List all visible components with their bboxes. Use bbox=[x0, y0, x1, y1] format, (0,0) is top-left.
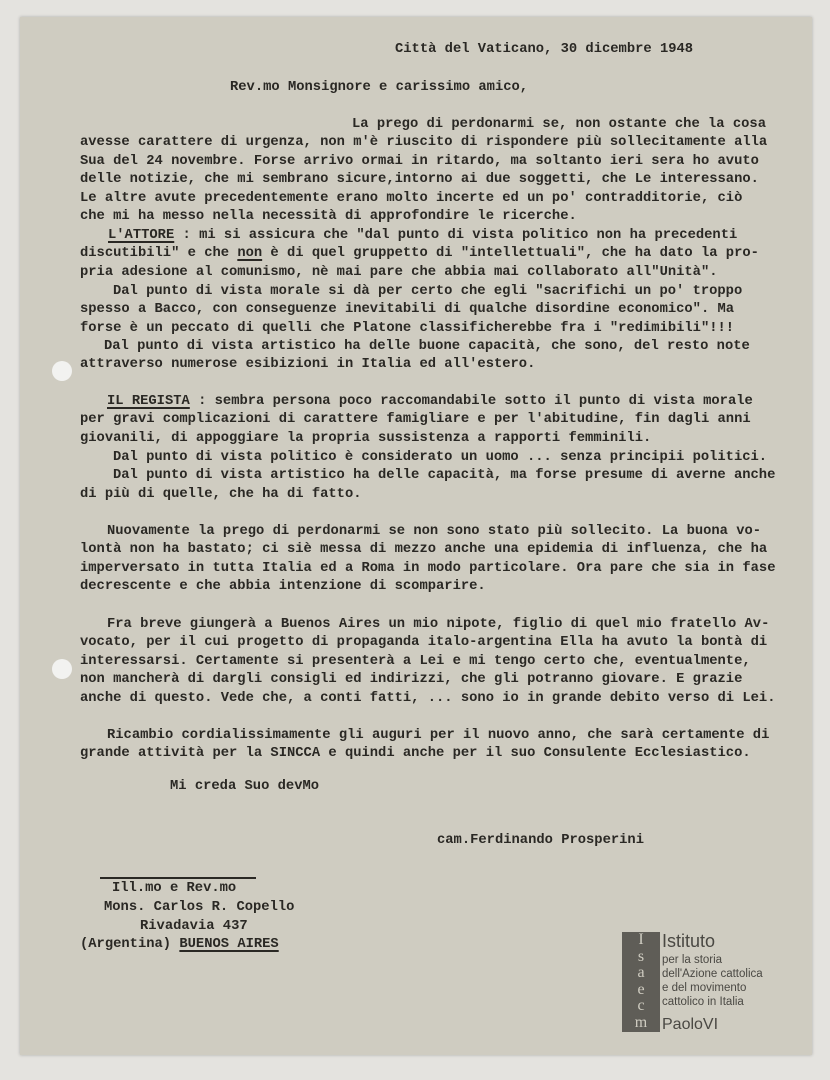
line-text: Mons. Carlos R. Copello bbox=[104, 900, 295, 915]
logo-subtitle: cattolico in Italia bbox=[662, 996, 744, 1008]
text-line bbox=[80, 356, 535, 374]
text-line bbox=[80, 560, 775, 578]
line-text: avesse carattere di urgenza, non m'è riuscito di rispondere più sollecitamente alla bbox=[80, 135, 768, 150]
underlined-text: BUENOS AIRES bbox=[179, 937, 279, 952]
line-text: vocato, per il cui progetto di propaganda italo-argentina Ella ha avuto la bontà di bbox=[80, 635, 768, 650]
text-line bbox=[112, 880, 236, 898]
line-text: Sua del 24 novembre. Forse arrivo ormai in ritardo, ma soltanto ieri sera ho avuto bbox=[80, 154, 759, 169]
punch-hole bbox=[52, 361, 72, 381]
line-text: Rivadavia 437 bbox=[140, 919, 248, 934]
line-text: è di quel gruppetto di "intellettuali", che ha dato la pro- bbox=[262, 246, 759, 261]
text-line bbox=[80, 690, 775, 708]
text-line bbox=[80, 190, 742, 208]
text-line bbox=[104, 899, 294, 917]
line-text: decrescente e che abbia intenzione di scomparire. bbox=[80, 579, 486, 594]
address-rule bbox=[100, 877, 256, 879]
line-text: Città del Vaticano, 30 dicembre 1948 bbox=[395, 42, 694, 57]
line-text: Dal punto di vista politico è considerato un uomo ... senza principii politici. bbox=[113, 450, 768, 465]
text-line bbox=[80, 578, 486, 596]
logo-subtitle: per la storia bbox=[662, 954, 723, 966]
line-text: interessarsi. Certamente si presenterà a Lei e mi tengo certo che, eventualmente, bbox=[80, 654, 751, 669]
logo-letter: e bbox=[637, 980, 645, 998]
line-text: imperversato in tutta Italia ed a Roma in modo particolare. Ora pare che sia in fase bbox=[80, 561, 776, 576]
line-text: Dal punto di vista morale si dà per certo che egli "sacrifichi un po' troppo bbox=[113, 284, 743, 299]
logo-letter: m bbox=[634, 1013, 648, 1031]
text-line bbox=[107, 393, 753, 411]
line-text: Fra breve giungerà a Buenos Aires un mio nipote, figlio di quel mio fratello Av- bbox=[107, 617, 770, 632]
text-line bbox=[80, 245, 759, 263]
line-text: cam.Ferdinando Prosperini bbox=[437, 833, 644, 848]
line-text: delle notizie, che mi sembrano sicure,intorno ai due soggetti, che Le interessano. bbox=[80, 172, 759, 187]
text-line bbox=[80, 634, 767, 652]
text-line bbox=[80, 411, 751, 429]
text-line bbox=[80, 171, 759, 189]
text-line bbox=[80, 745, 751, 763]
text-line bbox=[113, 283, 742, 301]
text-line bbox=[437, 832, 644, 850]
logo-letter: c bbox=[637, 997, 645, 1014]
line-text: di più di quelle, che ha di fatto. bbox=[80, 487, 362, 502]
line-text: Mi creda Suo devMo bbox=[170, 779, 320, 794]
underlined-text: IL REGISTA bbox=[107, 394, 190, 409]
logo-letter: s bbox=[637, 947, 645, 965]
line-text: Rev.mo Monsignore e carissimo amico, bbox=[230, 80, 529, 95]
text-line bbox=[107, 523, 761, 541]
text-line bbox=[80, 208, 577, 226]
line-text: forse è un peccato di quelli che Platone classificherebbe fra i "redimibili"!!! bbox=[80, 321, 735, 336]
logo-subtitle: e del movimento bbox=[662, 982, 747, 994]
line-text: anche di questo. Vede che, a conti fatti, ... sono io in grande debito verso di Lei. bbox=[80, 691, 776, 706]
line-text: attraverso numerose esibizioni in Italia ed all'estero. bbox=[80, 357, 536, 372]
line-text: Le altre avute precedentemente erano molto incerte ed un po' contradditorie, ciò bbox=[80, 191, 743, 206]
logo-subtitle: dell'Azione cattolica bbox=[662, 968, 763, 980]
line-text: giovanili, di appoggiare la propria sussistenza a rapporti femminili. bbox=[80, 431, 652, 446]
logo-letter: a bbox=[637, 964, 645, 981]
line-text: La prego di perdonarmi se, non ostante che la cosa bbox=[352, 117, 766, 132]
text-line bbox=[113, 467, 775, 485]
underlined-text: L'ATTORE bbox=[108, 228, 175, 243]
underlined-text: non bbox=[237, 246, 263, 261]
text-line bbox=[80, 671, 742, 689]
text-line bbox=[395, 41, 693, 59]
line-text: Ricambio cordialissimamente gli auguri per il nuovo anno, che sarà certamente di bbox=[107, 728, 770, 743]
line-text: : sembra persona poco raccomandabile sotto il punto di vista morale bbox=[189, 394, 753, 409]
line-text: spesso a Bacco, con conseguenze inevitabili di qualche disordine economico". Ma bbox=[80, 302, 735, 317]
line-text: discutibili" e che bbox=[80, 246, 238, 261]
line-text: grande attività per la SINCCA e quindi anche per il suo Consulente Ecclesiastico. bbox=[80, 746, 751, 761]
text-line bbox=[80, 541, 767, 559]
text-line bbox=[113, 449, 767, 467]
line-text: lontà non ha bastato; ci siè messa di mezzo anche una epidemia di influenza, che ha bbox=[80, 542, 768, 557]
text-line bbox=[80, 134, 767, 152]
text-line bbox=[80, 153, 759, 171]
text-line bbox=[230, 79, 528, 97]
logo-letter: I bbox=[638, 931, 644, 948]
text-line bbox=[170, 778, 319, 796]
line-text: che mi ha messo nella necessità di approfondire le ricerche. bbox=[80, 209, 577, 224]
text-line bbox=[80, 301, 734, 319]
line-text: per gravi complicazioni di carattere famigliare e per l'abitudine, fin dagli anni bbox=[80, 412, 751, 427]
punch-hole bbox=[52, 659, 72, 679]
line-text: : mi si assicura che "dal punto di vista politico non ha precedenti bbox=[174, 228, 738, 243]
text-line bbox=[80, 264, 718, 282]
line-text: Ill.mo e Rev.mo bbox=[112, 881, 237, 896]
text-line bbox=[80, 936, 279, 954]
line-text: Dal punto di vista artistico ha delle buone capacità, che sono, del resto note bbox=[104, 339, 750, 354]
text-line bbox=[80, 430, 651, 448]
text-line bbox=[352, 116, 766, 134]
text-line bbox=[80, 320, 734, 338]
text-line bbox=[107, 727, 769, 745]
text-line bbox=[80, 486, 362, 504]
text-line bbox=[140, 918, 248, 936]
archive-logo bbox=[622, 932, 772, 1032]
line-text: Nuovamente la prego di perdonarmi se non sono stato più sollecito. La buona vo- bbox=[107, 524, 762, 539]
line-text: pria adesione al comunismo, nè mai pare che abbia mai collaborato all"Unità". bbox=[80, 265, 718, 280]
text-line bbox=[107, 616, 769, 634]
text-line bbox=[104, 338, 750, 356]
logo-title: Istituto bbox=[662, 931, 716, 951]
line-text: non mancherà di dargli consigli ed indirizzi, che gli potranno giovare. E grazie bbox=[80, 672, 743, 687]
line-text: Dal punto di vista artistico ha delle capacità, ma forse presume di averne anche bbox=[113, 468, 776, 483]
logo-name: PaoloVI bbox=[662, 1016, 719, 1033]
text-line bbox=[108, 227, 737, 245]
line-text: (Argentina) bbox=[80, 937, 180, 952]
logo-mark bbox=[622, 932, 660, 1032]
text-line bbox=[80, 653, 751, 671]
